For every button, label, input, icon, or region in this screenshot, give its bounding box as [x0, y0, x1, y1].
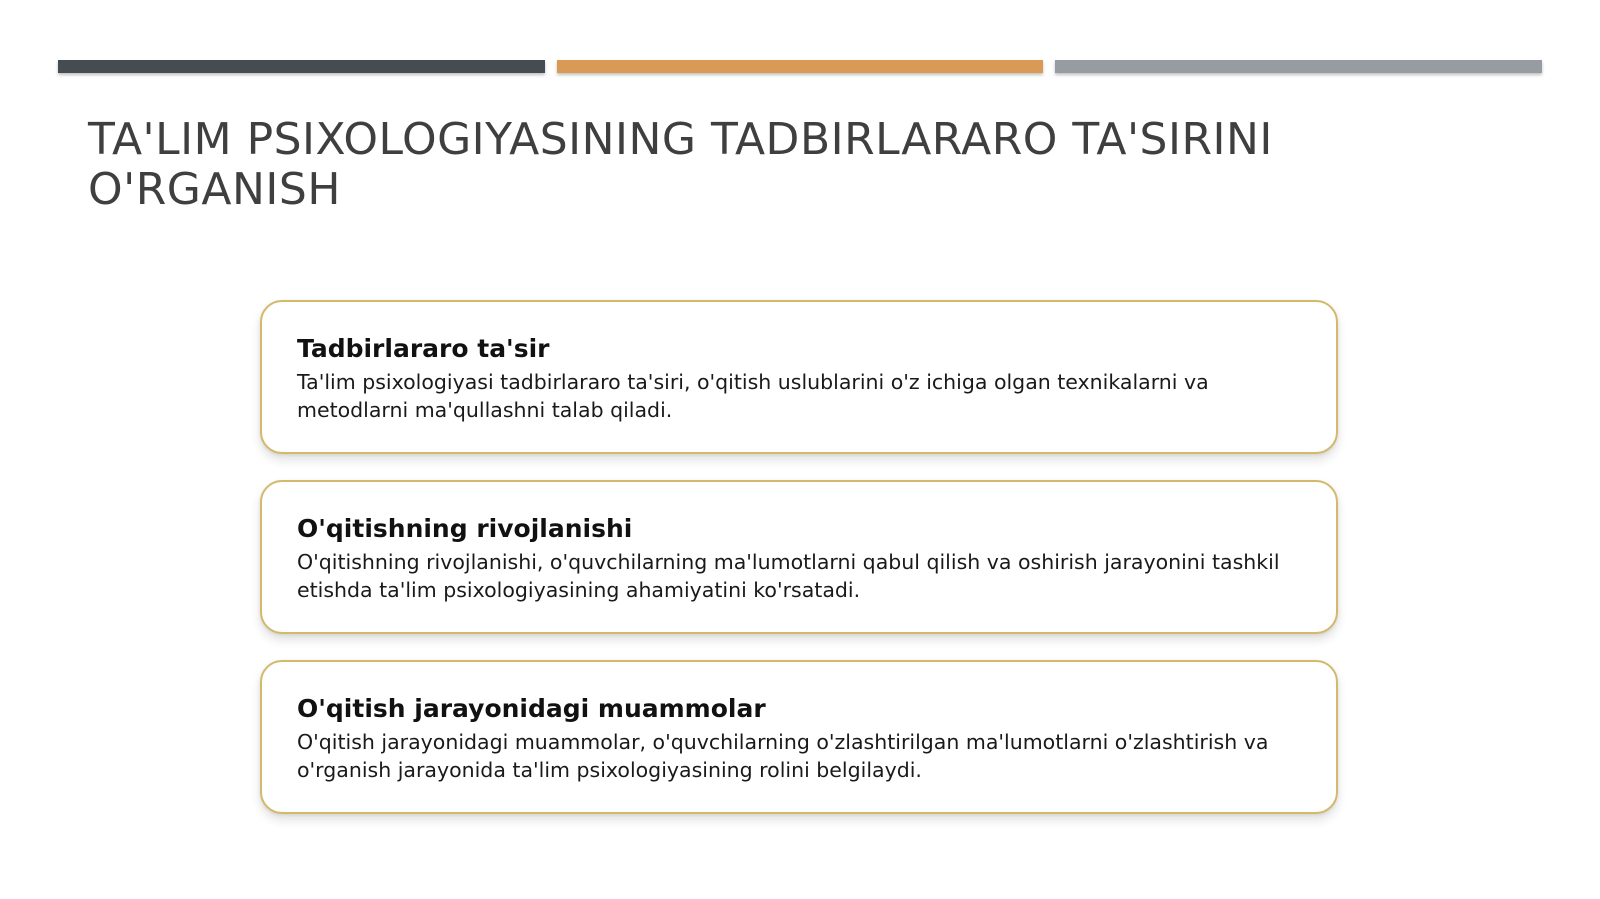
accent-bar-orange [557, 60, 1043, 73]
card-text: O'qitishning rivojlanishi, o'quvchilarning ma'lumotlarni qabul qilish va oshirish jarayonini tashkil etishda ta'lim psixologiyasining ahamiyatini ko'rsatadi. [297, 550, 1280, 602]
info-card-rivojlanishi [260, 480, 1338, 634]
card-heading: O'qitishning rivojlanishi [297, 514, 633, 543]
card-text: Ta'lim psixologiyasi tadbirlararo ta'siri, o'qitish uslublarini o'z ichiga olgan texnikalarni va metodlarni ma'qullashni talab qiladi. [297, 370, 1209, 422]
card-heading: O'qitish jarayonidagi muammolar [297, 694, 766, 723]
accent-bar-gray [1055, 60, 1542, 73]
card-heading: Tadbirlararo ta'sir [297, 334, 550, 363]
info-card-tadbirlararo [260, 300, 1338, 454]
accent-bar-dark [58, 60, 545, 73]
card-text: O'qitish jarayonidagi muammolar, o'quvchilarning o'zlashtirilgan ma'lumotlarni o'zlashtirish va o'rganish jarayonida ta'lim psixologiyasining rolini belgilaydi. [297, 730, 1269, 782]
slide-title: TA'LIM PSIXOLOGIYASINING TADBIRLARARO TA'SIRINI O'RGANISH [88, 114, 1273, 215]
info-card-muammolar [260, 660, 1338, 814]
